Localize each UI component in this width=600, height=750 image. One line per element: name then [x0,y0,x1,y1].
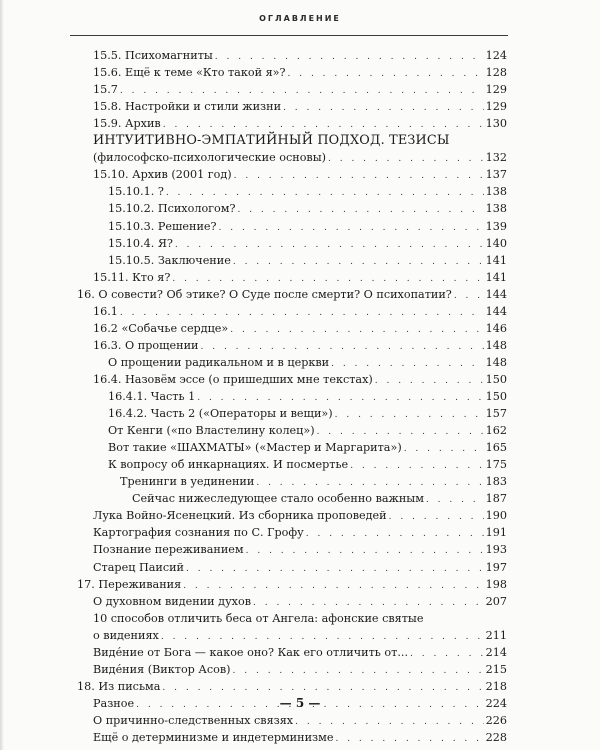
toc-entry-label: 15.6. Ещё к теме «Кто такой я»? [93,66,286,80]
toc-entry-label: 15.10.5. Заключение [108,253,231,267]
toc-entry-label: Виде́ния (Виктор Асов) [93,662,231,676]
toc-entry-label: К вопросу об инкарнациях. И посмертье [108,458,349,472]
toc-entry-page: 150 [485,372,507,386]
toc-entry-page: 138 [485,185,507,199]
toc-entry-page: 148 [485,338,507,352]
toc-entry-page: 124 [485,49,507,62]
toc-entry-page: 215 [485,662,507,676]
toc-entry-label: ИНТУИТИВНО-ЭМПАТИЙНЫЙ ПОДХОД. ТЕЗИСЫ [93,133,450,149]
toc-entry [77,678,507,695]
toc-entry-label: Ещё о детерминизме и индетерминизме [93,731,334,744]
toc-entry-page: 165 [485,441,507,455]
toc-entry-page: 224 [485,696,507,710]
toc-entry [108,456,507,473]
toc-entry-label: 16.3. О прощении [93,338,199,352]
toc-entry-label: О причинно-следственных связях [93,713,294,727]
toc-entry [93,81,507,98]
toc-entry-page: 146 [485,321,507,335]
toc-entry-label: 18. Из письма [77,679,161,693]
toc-entry-page: 132 [485,151,507,165]
toc-leader-dots [335,731,483,748]
toc-entry [77,286,507,303]
toc-entry [93,644,507,661]
toc-entry [93,371,507,388]
toc-entry-label: Виде́ние от Бога — какое оно? Как его отличить от... [93,645,409,659]
toc-entry [108,183,507,200]
toc-entry-page: 193 [485,543,507,557]
toc-entry [93,337,507,354]
toc-entry-label: о видениях [93,628,159,642]
toc-entry [93,729,507,746]
toc-entry-page: 191 [485,526,507,540]
toc-entry-label: 16.4.1. Часть 1 [108,390,196,403]
toc-entry [108,354,507,371]
toc-entry [93,115,507,132]
toc-entry-label: 16.1 [93,304,118,318]
toc-entry-page: 139 [485,219,507,233]
toc-entry-page: 129 [485,100,507,114]
toc-entry [93,627,507,644]
toc-entry-label: Картография сознания по С. Грофу [93,526,304,540]
toc-entry-page: 218 [485,679,507,693]
toc-entry-page: 150 [485,390,507,403]
toc-entry-label: 15.7 [93,83,118,97]
toc-entry [132,490,507,507]
toc-entry-label: 16. О совести? Об этике? О Суде после смерти? О психопатии? [77,287,452,301]
toc-entry-label: 15.10.1. ? [108,185,164,199]
toc-entry-label: От Кенги («по Властелину колец») [108,424,315,438]
toc-entry-page: 197 [485,560,507,574]
toc-entry [93,661,507,678]
scan-edge-shadow [0,0,4,750]
toc-entry [108,200,507,217]
toc-entry [93,541,507,558]
toc-entry-label: 15.8. Настройки и стили жизни [93,100,282,114]
toc-entry [93,320,507,337]
toc-entry [108,218,507,235]
toc-entry-page: 129 [485,83,507,97]
toc-entry [120,473,507,490]
toc-entry-label: 17. Переживания [77,577,182,591]
toc-entry-page: 138 [485,202,507,216]
toc-entry [108,252,507,269]
toc-entry [108,235,507,252]
toc-entry-page: 148 [485,355,507,369]
toc-entry [93,132,507,149]
toc-entry [93,269,507,286]
toc-entry [93,166,507,183]
toc-entry-label: Тренинги в уединении [120,475,255,489]
toc-entry-label: 15.11. Кто я? [93,270,171,284]
toc-entry-page: 190 [485,509,507,523]
toc-entry [93,507,507,524]
toc-entry-page: 157 [485,407,507,421]
toc-entry [93,98,507,115]
toc-entry [77,576,507,593]
toc-entry-page: 141 [485,270,507,284]
toc-entry [108,405,507,422]
toc-entry-label: О духовном видении духов [93,594,251,608]
toc-entry-label: 15.5. Психомагниты [93,49,213,62]
toc-entry [93,47,507,64]
toc-entry-page: 228 [485,731,507,744]
toc-entry-label: Разное [93,696,135,710]
toc-entry-page: 198 [485,577,507,591]
toc-entry-page: 211 [485,628,507,642]
toc-entry [93,303,507,320]
header-rule [70,35,508,36]
toc-entry-page: 207 [485,594,507,608]
toc-entry [93,149,507,166]
toc-entry-label: (философско-психологические основы) [93,151,327,165]
toc-entry-label: Познание переживанием [93,543,244,557]
toc-entry-label: 16.4. Назовём эссе (о пришедших мне текстах) [93,372,373,386]
toc-entry-label: 15.10. Архив (2001 год) [93,168,232,182]
toc-entry-label: 10 способов отличить беса от Ангела: афонские святые [93,611,424,625]
toc-entry [93,712,507,729]
toc-entry-label: Старец Паисий [93,560,185,574]
toc-entry-page: 128 [485,66,507,80]
toc-entry-page: 187 [485,492,507,506]
toc-entry [108,439,507,456]
toc-entry [108,388,507,405]
toc-entry-label: 15.10.4. Я? [108,236,173,250]
page-header: ОГЛАВЛЕНИЕ [259,14,341,23]
toc-entry [93,524,507,541]
toc-entry [93,559,507,576]
toc-entry [108,422,507,439]
toc-entry-page: 130 [485,117,507,131]
toc-entry [93,64,507,81]
toc-entry-page: 140 [485,236,507,250]
toc-entry-page: 144 [485,304,507,318]
toc-entry-label: 15.10.2. Психологом? [108,202,236,216]
toc-entry-page: 226 [485,713,507,727]
toc-entry-label: 16.2 «Собачье сердце» [93,321,229,335]
toc-entry-label: Лука Войно-Ясенецкий. Из сборника проповедей [93,509,387,523]
toc-entry-label: 15.9. Архив [93,117,161,131]
toc-entry-page: 141 [485,253,507,267]
toc-entry-page: 144 [485,287,507,301]
toc-entry-label: Сейчас нижеследующее стало особенно важным [132,492,424,506]
page-number: — 5 — [279,696,321,710]
toc-entry [93,610,507,627]
toc-entry-page: 183 [485,475,507,489]
toc-entry-label: Вот такие «ШАХМАТЫ» («Мастер и Маргарита») [108,441,402,455]
toc-entry-label: О прощении радикальном и в церкви [108,355,330,369]
toc-entry [93,593,507,610]
toc-entry-page: 214 [485,645,507,659]
toc-entry-label: 15.10.3. Решение? [108,219,217,233]
toc-entry-label: 16.4.2. Часть 2 («Операторы и вещи») [108,407,333,421]
toc-entry-page: 162 [485,424,507,438]
toc-entry-page: 137 [485,168,507,182]
toc-entry-page: 175 [485,458,507,472]
